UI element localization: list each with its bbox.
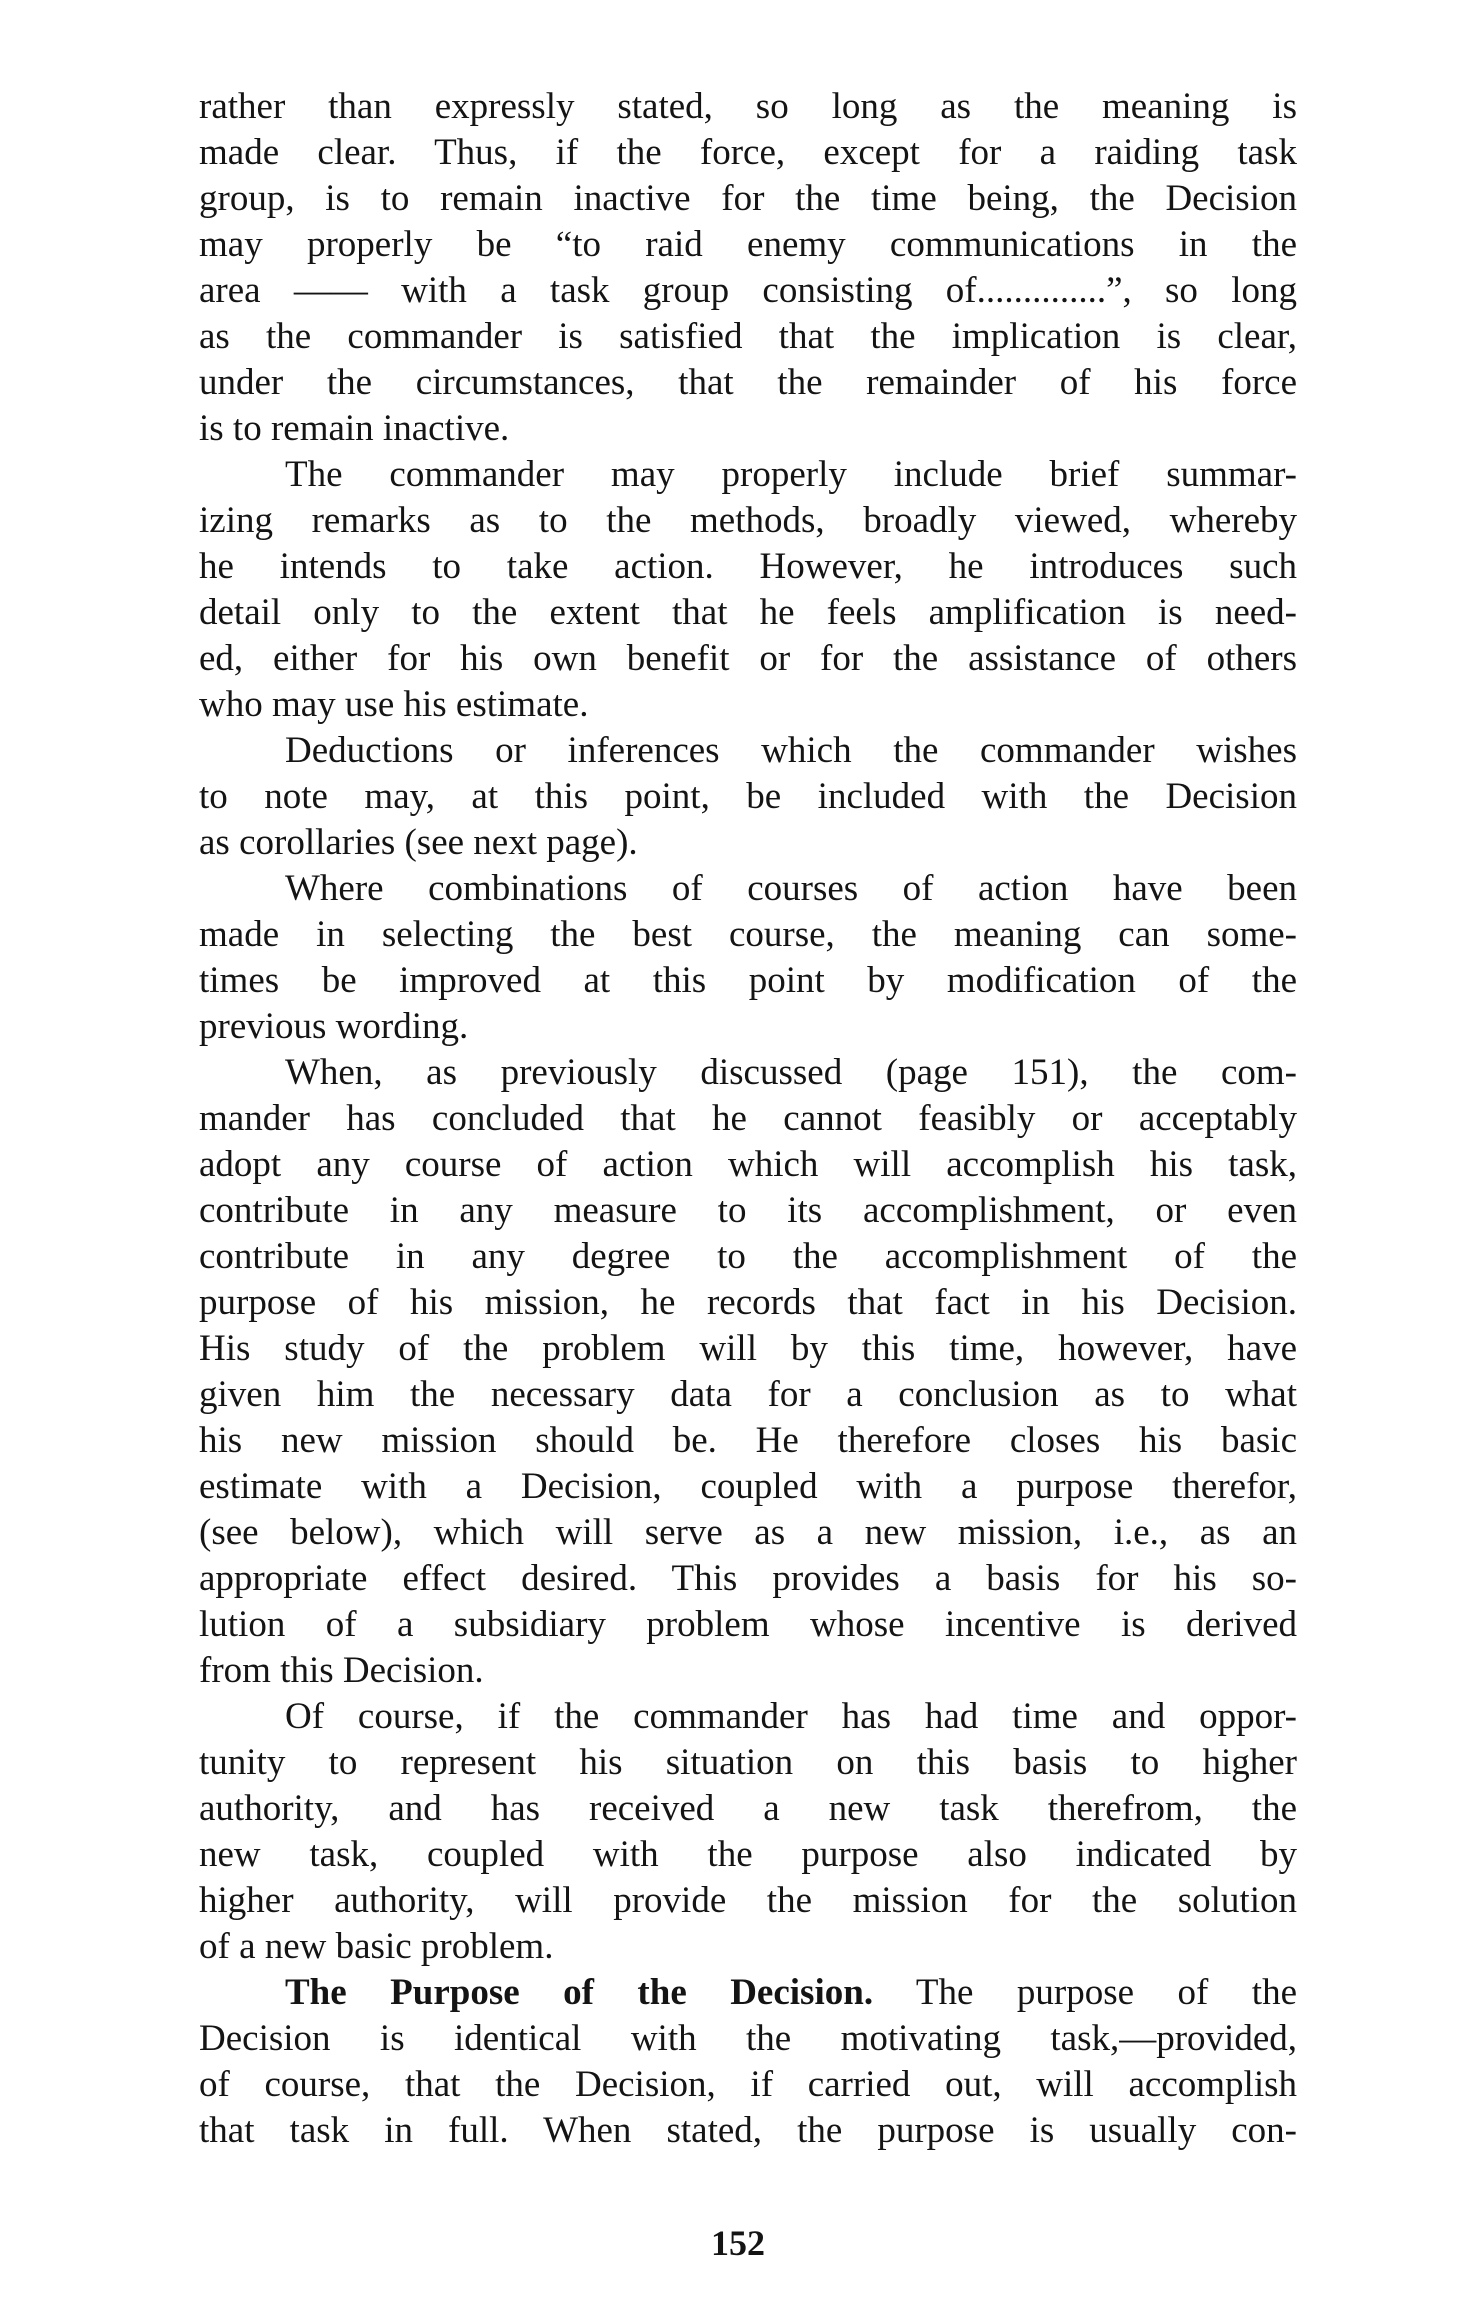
text-line: he intends to take action. However, he introduces such xyxy=(199,546,1297,587)
text-line: as corollaries (see next page). xyxy=(199,822,638,863)
paragraph xyxy=(199,1694,1297,1970)
text-line: new task, coupled with the purpose also indicated by xyxy=(199,1834,1297,1875)
text-line: is to remain inactive. xyxy=(199,408,510,449)
text-line: may properly be “to raid enemy communications in the xyxy=(199,224,1297,265)
text-run: The purpose of the xyxy=(873,1972,1297,2013)
text-line: estimate with a Decision, coupled with a purpose therefor, xyxy=(199,1466,1297,1507)
text-line: (see below), which will serve as a new mission, i.e., as an xyxy=(199,1512,1297,1553)
section-heading: The Purpose of the Decision. xyxy=(285,1972,874,2013)
text-line: contribute in any measure to its accomplishment, or even xyxy=(199,1190,1297,1231)
text-line: Decision is identical with the motivating task,—provided, xyxy=(199,2018,1297,2059)
text-line: detail only to the extent that he feels amplification is need- xyxy=(199,592,1297,633)
paragraph xyxy=(199,728,1297,866)
text-line: of a new basic problem. xyxy=(199,1926,554,1967)
text-line: his new mission should be. He therefore closes his basic xyxy=(199,1420,1297,1461)
text-line: izing remarks as to the methods, broadly viewed, whereby xyxy=(199,500,1297,541)
text-line xyxy=(199,1970,1297,2016)
paragraph xyxy=(199,866,1297,1050)
text-line: When, as previously discussed (page 151), the com- xyxy=(285,1052,1297,1093)
text-line: to note may, at this point, be included with the Decision xyxy=(199,776,1297,817)
body-text xyxy=(199,84,1297,2154)
paragraph-purpose-of-decision xyxy=(199,1970,1297,2154)
text-line: made clear. Thus, if the force, except for a raiding task xyxy=(199,132,1297,173)
text-line: area —— with a task group consisting of..............”, so long xyxy=(199,270,1297,311)
text-line: higher authority, will provide the mission for the solution xyxy=(199,1880,1297,1921)
text-line: who may use his estimate. xyxy=(199,684,589,725)
paragraph xyxy=(199,84,1297,452)
text-line: as the commander is satisfied that the implication is clear, xyxy=(199,316,1297,357)
text-line: The commander may properly include brief summar- xyxy=(285,454,1297,495)
text-line: times be improved at this point by modification of the xyxy=(199,960,1297,1001)
text-line: contribute in any degree to the accomplishment of the xyxy=(199,1236,1297,1277)
paragraph xyxy=(199,1050,1297,1694)
page-number: 152 xyxy=(711,2223,765,2263)
text-line: adopt any course of action which will accomplish his task, xyxy=(199,1144,1297,1185)
text-line: of course, that the Decision, if carried out, will accomplish xyxy=(199,2064,1297,2105)
paragraph xyxy=(199,452,1297,728)
text-line: Of course, if the commander has had time and oppor- xyxy=(285,1696,1297,1737)
text-line: made in selecting the best course, the meaning can some- xyxy=(199,914,1297,955)
text-line: that task in full. When stated, the purpose is usually con- xyxy=(199,2110,1297,2151)
text-line: purpose of his mission, he records that fact in his Decision. xyxy=(199,1282,1297,1323)
text-line: tunity to represent his situation on this basis to higher xyxy=(199,1742,1297,1783)
text-line: ed, either for his own benefit or for the assistance of others xyxy=(199,638,1297,679)
text-line: Where combinations of courses of action have been xyxy=(285,868,1297,909)
text-line: rather than expressly stated, so long as the meaning is xyxy=(199,86,1297,127)
text-line: from this Decision. xyxy=(199,1650,484,1691)
text-line: previous wording. xyxy=(199,1006,469,1047)
text-line: lution of a subsidiary problem whose incentive is derived xyxy=(199,1604,1297,1645)
text-line: mander has concluded that he cannot feasibly or acceptably xyxy=(199,1098,1297,1139)
text-line: given him the necessary data for a conclusion as to what xyxy=(199,1374,1297,1415)
text-line: group, is to remain inactive for the time being, the Decision xyxy=(199,178,1297,219)
text-line: authority, and has received a new task therefrom, the xyxy=(199,1788,1297,1829)
text-line: His study of the problem will by this time, however, have xyxy=(199,1328,1297,1369)
text-line: under the circumstances, that the remainder of his force xyxy=(199,362,1297,403)
text-line: Deductions or inferences which the commander wishes xyxy=(285,730,1297,771)
text-line: appropriate effect desired. This provides a basis for his so- xyxy=(199,1558,1297,1599)
